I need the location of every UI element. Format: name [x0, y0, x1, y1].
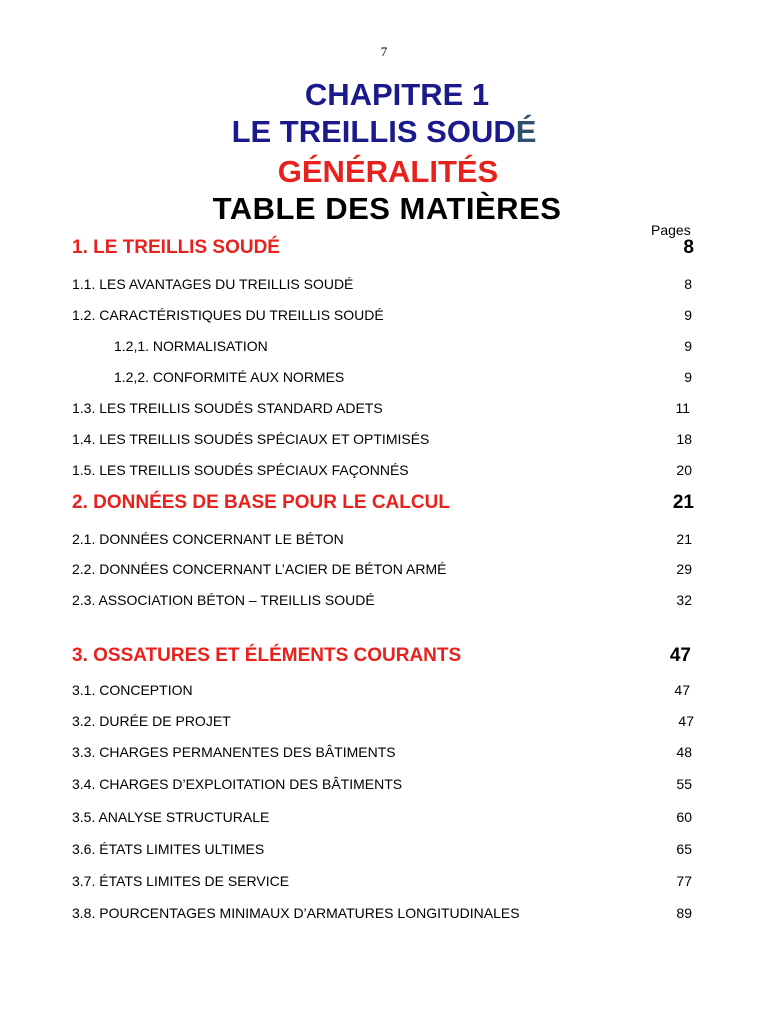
toc-entry-label: 2.1. DONNÉES CONCERNANT LE BÉTON	[72, 531, 344, 547]
toc-entry-page: 9	[684, 338, 692, 354]
toc-entry-3-2[interactable]	[72, 710, 694, 734]
toc-entry-3-1[interactable]	[72, 679, 694, 703]
toc-entry-label: 1.5. LES TREILLIS SOUDÉS SPÉCIAUX FAÇONNÉS	[72, 462, 409, 478]
toc-entry-1-1[interactable]	[72, 273, 694, 297]
toc-entry-page: 8	[684, 276, 692, 292]
toc-entry-1-4[interactable]	[72, 428, 694, 452]
toc-entry-label: 3.5. ANALYSE STRUCTURALE	[72, 809, 270, 825]
page-number: 7	[380, 44, 388, 59]
chapter-subtitle	[0, 113, 768, 150]
toc-entry-label: 2.2. DONNÉES CONCERNANT L’ACIER DE BÉTON ARMÉ	[72, 561, 447, 577]
toc-entry-label: 3.3. CHARGES PERMANENTES DES BÂTIMENTS	[72, 744, 396, 760]
toc-entry-page: 9	[684, 307, 692, 323]
toc-entry-label: 3.4. CHARGES D’EXPLOITATION DES BÂTIMENTS	[72, 776, 403, 792]
toc-entry-page: 89	[676, 905, 692, 921]
toc-entry-3-6[interactable]	[72, 838, 694, 862]
toc-entry-label: 1. LE TREILLIS SOUDÉ	[72, 237, 280, 258]
toc-entry-label: 1.2,2. CONFORMITÉ AUX NORMES	[114, 369, 345, 385]
toc-entry-1-2-2[interactable]	[114, 366, 694, 390]
chapter-subtitle-main: LE TREILLIS SOUD	[231, 114, 516, 149]
pages-column-label: Pages	[651, 222, 691, 238]
toc-entry-label: 3.8. POURCENTAGES MINIMAUX D’ARMATURES LONGITUDINALES	[72, 905, 520, 921]
chapter-title: CHAPITRE 1	[304, 77, 490, 112]
toc-entry-label: 1.3. LES TREILLIS SOUDÉS STANDARD ADETS	[72, 400, 383, 416]
toc-entry-page: 8	[683, 237, 694, 258]
toc-entry-label: 1.2. CARACTÉRISTIQUES DU TREILLIS SOUDÉ	[72, 307, 384, 323]
toc-entry-page: 11	[675, 400, 690, 416]
toc-entry-label: 3.2. DURÉE DE PROJET	[72, 713, 231, 729]
toc-entry-page: 47	[674, 682, 690, 698]
toc-entry-2-3[interactable]	[72, 589, 694, 613]
toc-entry-page: 21	[676, 531, 692, 547]
toc-entry-page: 18	[676, 431, 692, 447]
toc-entry-page: 47	[678, 713, 694, 729]
toc-entry-3-5[interactable]	[72, 806, 694, 830]
toc-entry-page: 48	[676, 744, 692, 760]
toc-entry-3-8[interactable]	[72, 902, 694, 926]
toc-title: TABLE DES MATIÈRES	[212, 191, 562, 226]
toc-entry-label: 1.2,1. NORMALISATION	[114, 338, 268, 354]
toc-entry-page: 47	[669, 645, 691, 666]
toc-entry-label: 3.6. ÉTATS LIMITES ULTIMES	[72, 841, 265, 857]
toc-entry-page: 29	[676, 561, 692, 577]
toc-entry-label: 1.1. LES AVANTAGES DU TREILLIS SOUDÉ	[72, 276, 354, 292]
toc-entry-2-2[interactable]	[72, 558, 694, 582]
toc-entry-1-3[interactable]	[72, 397, 694, 421]
toc-entry-label: 2.3. ASSOCIATION BÉTON – TREILLIS SOUDÉ	[72, 592, 375, 608]
toc-entry-3-4[interactable]	[72, 773, 694, 797]
toc-entry-3-3[interactable]	[72, 741, 694, 765]
toc-entry-1-2-1[interactable]	[114, 335, 694, 359]
toc-entry-page: 21	[672, 492, 694, 513]
generalites-title: GÉNÉRALITÉS	[277, 154, 499, 189]
toc-entry-1-2[interactable]	[72, 304, 694, 328]
toc-entry-page: 65	[676, 841, 692, 857]
toc-entry-page: 9	[684, 369, 692, 385]
chapter-subtitle-last-letter: É	[515, 114, 537, 149]
toc-entry-2-1[interactable]	[72, 528, 694, 552]
title-block	[0, 76, 768, 224]
toc-entry-3-7[interactable]	[72, 870, 694, 894]
toc-entry-page: 77	[676, 873, 692, 889]
toc-entry-label: 3.1. CONCEPTION	[72, 682, 193, 698]
toc-section-2[interactable]	[72, 492, 694, 516]
toc-section-3[interactable]	[72, 645, 694, 669]
toc-entry-label: 1.4. LES TREILLIS SOUDÉS SPÉCIAUX ET OPTIMISÉS	[72, 431, 430, 447]
toc-entry-page: 20	[676, 462, 692, 478]
toc-entry-page: 32	[676, 592, 692, 608]
toc-entry-1-5[interactable]	[72, 459, 694, 483]
toc-entry-page: 60	[676, 809, 692, 825]
toc-entry-label: 2. DONNÉES DE BASE POUR LE CALCUL	[72, 492, 450, 513]
toc-entry-label: 3. OSSATURES ET ÉLÉMENTS COURANTS	[72, 645, 462, 666]
toc-entry-label: 3.7. ÉTATS LIMITES DE SERVICE	[72, 873, 290, 889]
toc-entry-page: 55	[676, 776, 692, 792]
toc-section-1[interactable]	[72, 237, 694, 261]
